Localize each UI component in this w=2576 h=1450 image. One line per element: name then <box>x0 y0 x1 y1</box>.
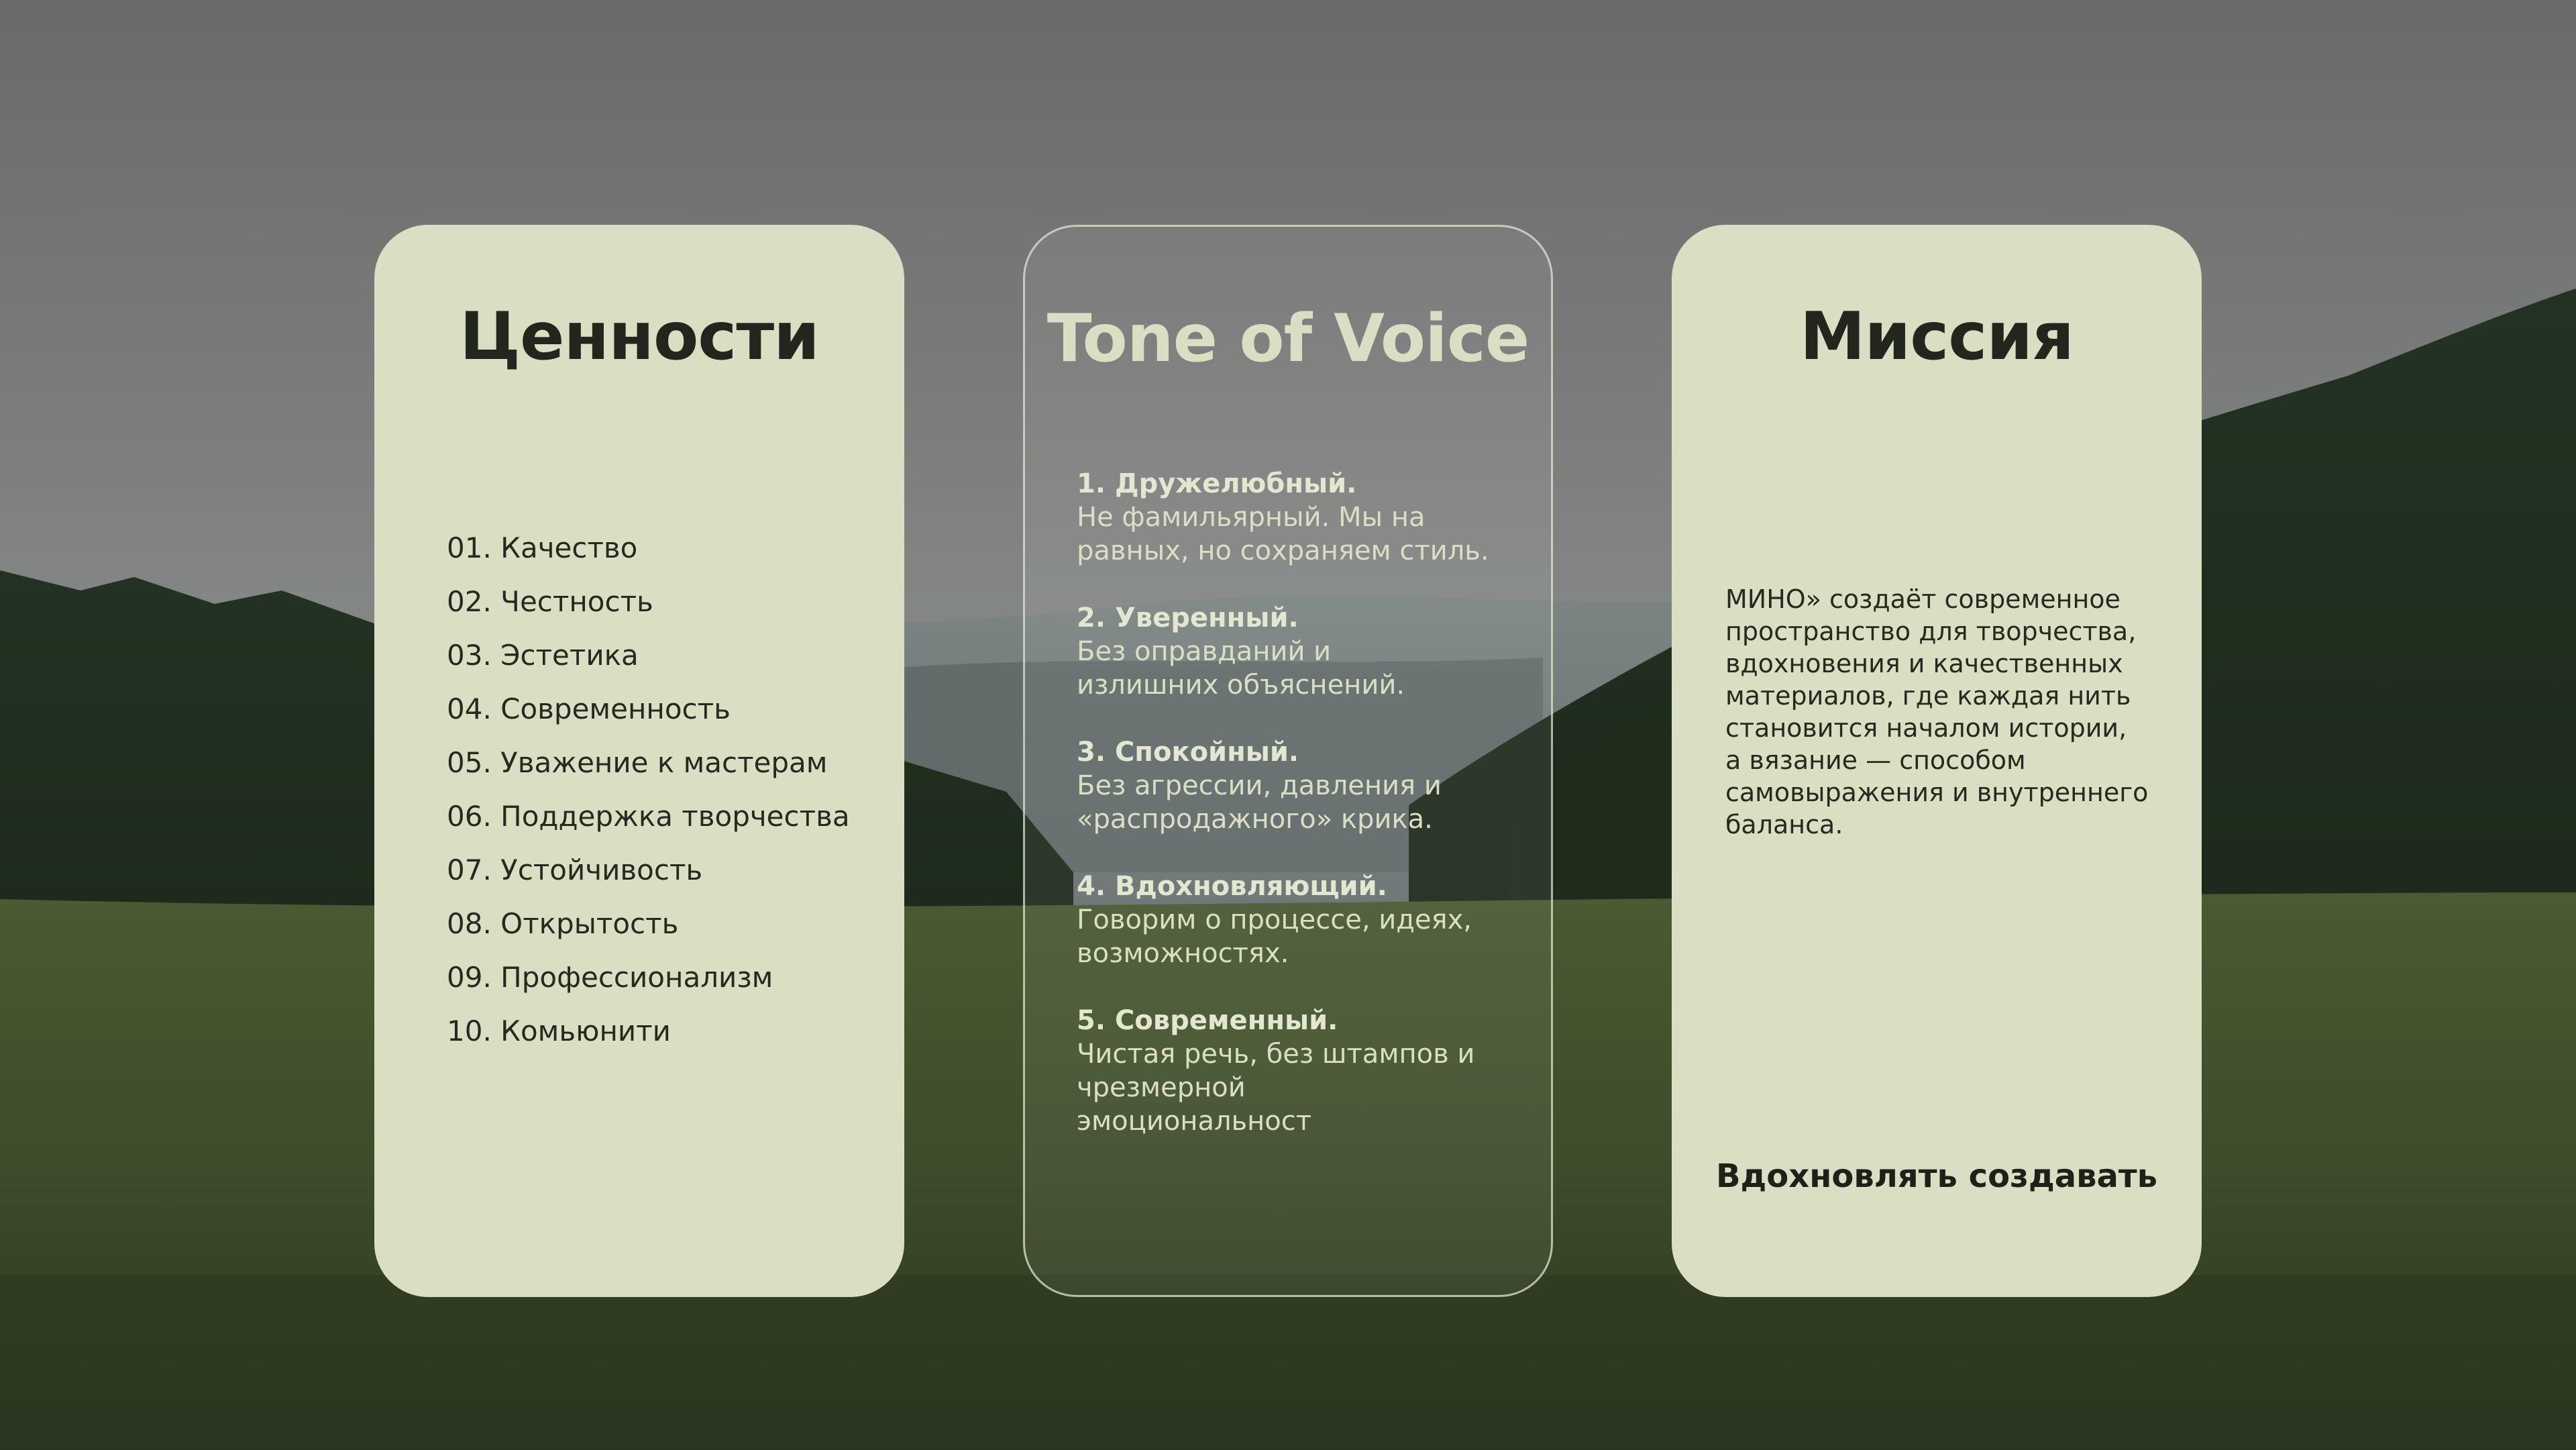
tone-item <box>1077 601 1540 702</box>
tone-item-line: Говорим о процессе, идеях, <box>1077 904 1472 935</box>
mission-line: МИНО» создаёт современное <box>1725 584 2121 614</box>
mission-line: самовыражения и внутреннего <box>1725 778 2149 807</box>
tone-item-heading: 3. Спокойный. <box>1077 737 1299 768</box>
tone-item <box>1077 870 1540 970</box>
values-item: 10. Комьюнити <box>447 1015 671 1047</box>
mission-text <box>1725 583 2182 841</box>
mission-line: баланса. <box>1725 810 1843 839</box>
mission-slogan: Вдохновлять создавать <box>1715 1157 2158 1195</box>
tone-item-line: Чистая речь, без штампов и <box>1077 1039 1475 1070</box>
tone-title: Tone of Voice <box>1046 301 1529 377</box>
mission-line: становится началом истории, <box>1725 713 2127 743</box>
tone-item-line: Без агрессии, давления и <box>1077 770 1442 801</box>
tone-item <box>1077 1004 1540 1138</box>
values-item: 06. Поддержка творчества <box>447 800 850 833</box>
tone-item-line: равных, но сохраняем стиль. <box>1077 535 1489 566</box>
tone-item <box>1077 467 1540 568</box>
tone-item-heading: 1. Дружелюбный. <box>1077 468 1357 499</box>
tone-item-line: чрезмерной <box>1077 1072 1246 1103</box>
values-item: 03. Эстетика <box>447 639 639 672</box>
tone-item-line: Без оправданий и <box>1077 636 1332 667</box>
values-item: 01. Качество <box>447 531 638 564</box>
tone-of-voice-card <box>1023 225 1553 1297</box>
tone-item-line: возможностях. <box>1077 938 1289 969</box>
values-item: 09. Профессионализм <box>447 961 773 994</box>
tone-list <box>1077 467 1540 1172</box>
tone-item-line: излишних объяснений. <box>1077 670 1405 701</box>
values-title: Ценности <box>460 299 819 375</box>
mission-line: вдохновения и качественных <box>1725 649 2123 678</box>
tone-item <box>1077 735 1540 836</box>
values-item: 05. Уважение к мастерам <box>447 746 828 779</box>
tone-item-heading: 5. Современный. <box>1077 1005 1338 1036</box>
values-item: 02. Честность <box>447 585 653 618</box>
tone-item-heading: 2. Уверенный. <box>1077 603 1299 633</box>
tone-item-line: «распродажного» крика. <box>1077 804 1433 835</box>
mission-line: а вязание — способом <box>1725 745 2026 775</box>
tone-item-heading: 4. Вдохновляющий. <box>1077 871 1387 902</box>
tone-item-line: Не фамильярный. Мы на <box>1077 502 1426 533</box>
mission-card <box>1672 225 2202 1297</box>
values-item: 04. Современность <box>447 692 731 725</box>
mission-line: пространство для творчества, <box>1725 617 2137 646</box>
mission-line: материалов, где каждая нить <box>1725 681 2131 711</box>
values-item: 07. Устойчивость <box>447 853 703 886</box>
mission-title: Миссия <box>1800 299 2074 375</box>
values-card <box>374 225 904 1297</box>
values-item: 08. Открытость <box>447 907 679 940</box>
values-list <box>447 521 850 1058</box>
tone-item-line: эмоциональност <box>1077 1106 1312 1137</box>
